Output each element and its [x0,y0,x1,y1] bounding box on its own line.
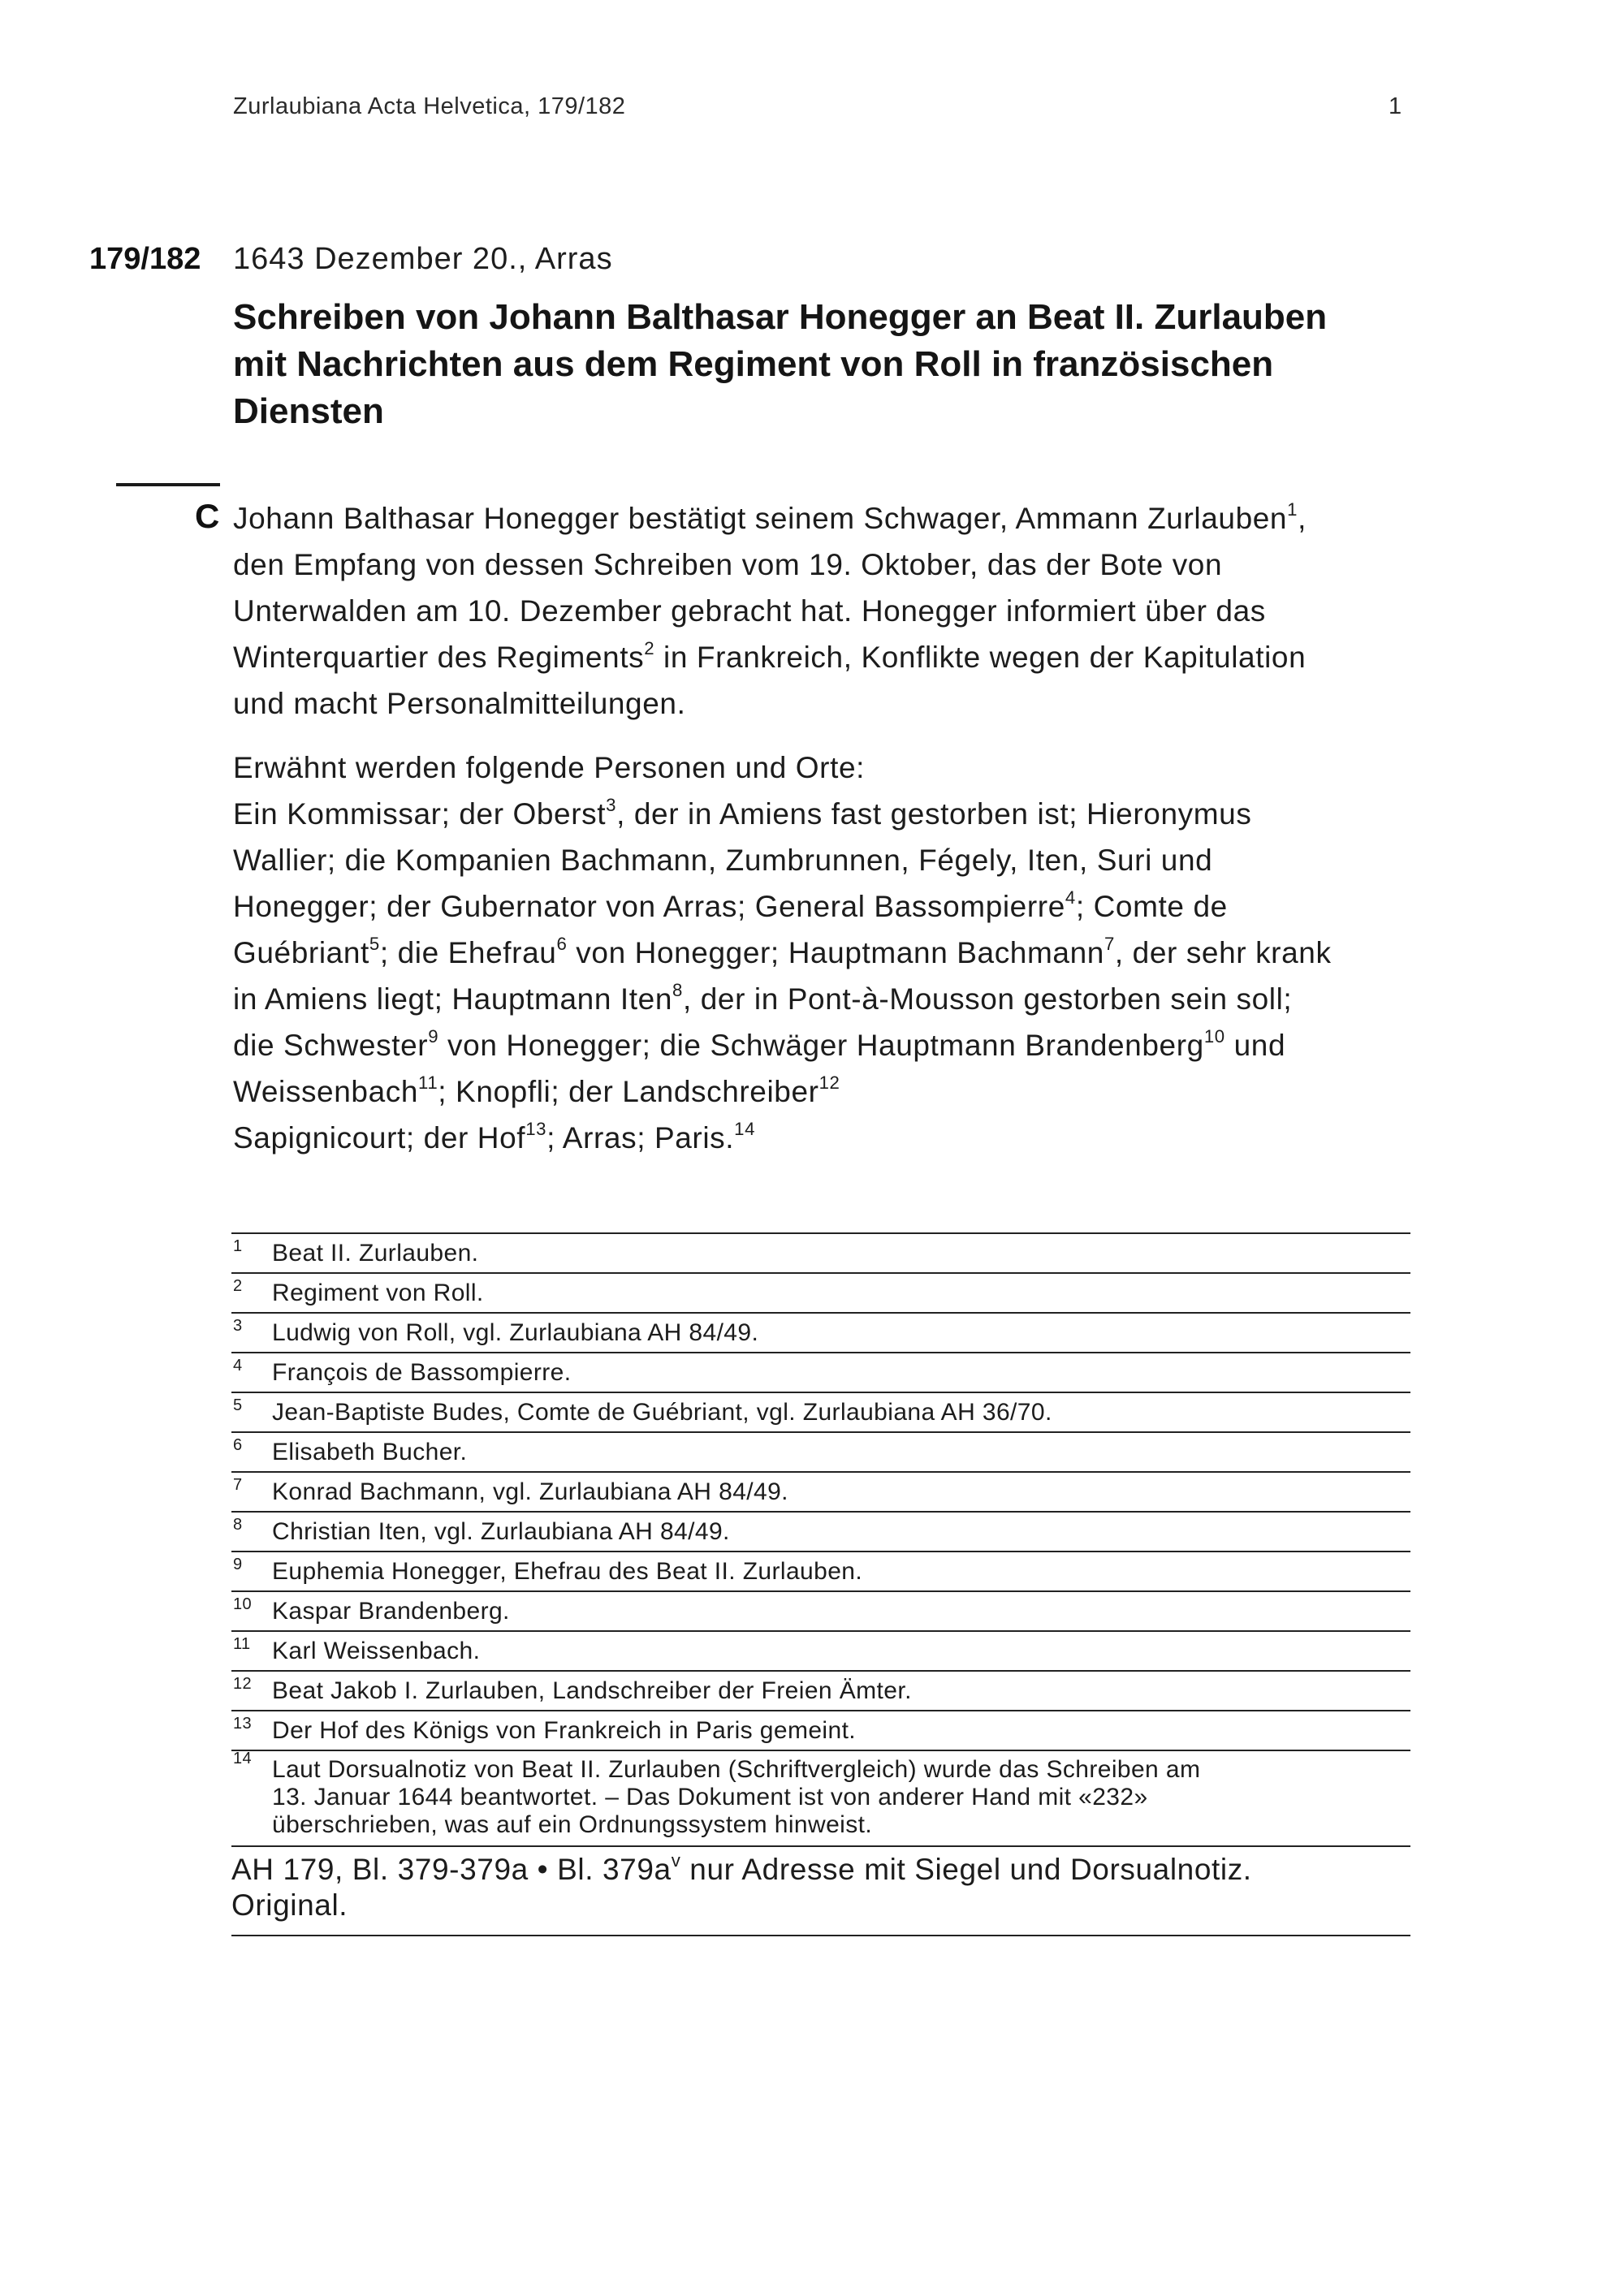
footnote-number: 8 [233,1516,243,1534]
text: ; die Ehefrau [379,936,557,969]
footnote-text-line: 13. Januar 1644 beantwortet. – Das Dokument ist von anderer Hand mit «232» [272,1784,1148,1810]
persons-line [233,1068,1410,1115]
footnote-text: Karl Weissenbach. [272,1638,481,1664]
footnote [231,1511,1410,1551]
footnote-text: Der Hof des Königs von Frankreich in Paris gemeint. [272,1717,857,1744]
footnote-number: 7 [233,1476,243,1494]
footnote-ref[interactable]: 4 [1065,887,1076,908]
footnote [231,1232,1410,1272]
section-marker: C [195,497,220,535]
footnote-ref[interactable]: 14 [734,1119,756,1140]
footnote-ref[interactable]: 8 [672,980,683,1001]
footnote-number: 4 [233,1357,243,1375]
persons-places-paragraph [233,744,1410,1161]
text: ; Knopfli; der Landschreiber [438,1075,819,1108]
footnote-text: Beat II. Zurlauben. [272,1240,479,1267]
text: Ein Kommissar; der Oberst [233,797,607,831]
running-title: Zurlaubiana Acta Helvetica, 179/182 [233,93,626,119]
text: AH 179, Bl. 379-379a • Bl. 379a [231,1853,672,1886]
text: Johann Balthasar Honegger bestätigt seinem Schwager, Ammann Zurlauben [233,502,1288,535]
footnote [231,1272,1410,1312]
footnote [231,1352,1410,1392]
text: die Schwester [233,1029,429,1062]
text: ; Arras; Paris. [546,1121,735,1154]
summary-paragraph [233,495,1410,727]
text: von Honegger; Hauptmann Bachmann [567,936,1104,969]
footnote-ref[interactable]: 10 [1203,1026,1225,1047]
footnote-number: 12 [233,1675,253,1693]
footnote [231,1312,1410,1352]
footnote-text-line: überschrieben, was auf ein Ordnungssystem hinweist. [272,1811,873,1838]
footnote-text: Christian Iten, vgl. Zurlaubiana AH 84/49. [272,1518,730,1545]
footnotes-apparatus [231,1232,1410,1936]
footnote-ref[interactable]: 1 [1287,499,1298,520]
footnote-number: 13 [233,1715,253,1733]
text: in Amiens liegt; Hauptmann Iten [233,982,673,1016]
persons-line [233,976,1410,1022]
footnote-text-line: Laut Dorsualnotiz von Beat II. Zurlauben (Schriftvergleich) wurde das Schreiben am [272,1756,1201,1783]
persons-line [233,1022,1410,1068]
verso-mark: v [671,1850,681,1871]
summary-line: Unterwalden am 10. Dezember gebracht hat. Honegger informiert über das [233,594,1266,628]
footnote-text: Euphemia Honegger, Ehefrau des Beat II. Zurlauben. [272,1558,863,1585]
footnote-ref[interactable]: 13 [525,1119,547,1140]
persons-line: Wallier; die Kompanien Bachmann, Zumbrunnen, Fégely, Iten, Suri und [233,844,1213,877]
footnote-ref[interactable]: 2 [644,638,655,659]
footnote-text: Elisabeth Bucher. [272,1439,468,1465]
footnote [231,1431,1410,1471]
text: in Frankreich, Konflikte wegen der Kapitulation [654,641,1307,674]
text: Honegger; der Gubernator von Arras; General Bassompierre [233,890,1065,923]
footnote-ref[interactable]: 6 [556,934,568,955]
document-title [233,294,1402,435]
footnote-text: Jean-Baptiste Budes, Comte de Guébriant, vgl. Zurlaubiana AH 36/70. [272,1399,1052,1426]
footnote [231,1551,1410,1590]
text: Weissenbach [233,1075,419,1108]
title-line: Diensten [233,391,384,431]
document-date-place: 1643 Dezember 20., Arras [233,242,613,276]
text: , [1298,502,1307,535]
text: Guébriant [233,936,369,969]
summary-line: und macht Personalmitteilungen. [233,687,686,720]
footnote-text: Regiment von Roll. [272,1280,484,1306]
source-line: Original. [231,1888,348,1922]
footnote-number: 3 [233,1317,243,1335]
summary-line [233,634,1410,680]
footnote-number: 5 [233,1396,243,1414]
footnote-ref[interactable]: 3 [606,795,617,816]
footnote-text: François de Bassompierre. [272,1359,572,1386]
document-number: 179/182 [89,242,201,276]
text: ; Comte de [1075,890,1228,923]
footnote [231,1630,1410,1670]
source-reference [231,1845,1410,1936]
footnote-ref[interactable]: 5 [369,934,380,955]
text: , der sehr krank [1114,936,1332,969]
section-rule [116,483,220,486]
footnote-number: 11 [233,1635,251,1653]
title-line: Schreiben von Johann Balthasar Honegger an Beat II. Zurlauben [233,297,1328,337]
summary-line [233,495,1410,542]
summary-line: den Empfang von dessen Schreiben vom 19. Oktober, das der Bote von [233,548,1223,581]
text: Sapignicourt; der Hof [233,1121,526,1154]
footnote-number: 14 [233,1750,253,1767]
footnote-ref[interactable]: 7 [1104,934,1115,955]
text: nur Adresse mit Siegel und Dorsualnotiz. [680,1853,1252,1886]
footnote-text: Konrad Bachmann, vgl. Zurlaubiana AH 84/49. [272,1478,788,1505]
footnote-text: Kaspar Brandenberg. [272,1598,510,1625]
footnote [231,1471,1410,1511]
footnote-number: 2 [233,1277,243,1295]
persons-heading: Erwähnt werden folgende Personen und Orte: [233,751,866,784]
footnote-ref[interactable]: 9 [428,1026,439,1047]
source-line [231,1852,1410,1888]
persons-line [233,883,1410,930]
footnote-text: Beat Jakob I. Zurlauben, Landschreiber der Freien Ämter. [272,1677,912,1704]
persons-line [233,791,1410,837]
title-line: mit Nachrichten aus dem Regiment von Roll in französischen [233,344,1274,384]
footnote [231,1710,1410,1750]
footnote-ref[interactable]: 12 [818,1072,840,1094]
footnote [231,1392,1410,1431]
footnote [231,1590,1410,1630]
page-number: 1 [1389,93,1402,119]
text: , der in Pont-à-Mousson gestorben sein soll; [682,982,1293,1016]
text: , der in Amiens fast gestorben ist; Hieronymus [616,797,1252,831]
footnote-number: 9 [233,1556,243,1573]
persons-line [233,930,1410,976]
footnote-number: 10 [233,1595,253,1613]
text: und [1224,1029,1286,1062]
footnote-number: 1 [233,1237,243,1255]
persons-line [233,1115,1410,1161]
footnote-number: 6 [233,1436,243,1454]
footnote-ref[interactable]: 11 [418,1072,438,1094]
text: Winterquartier des Regiments [233,641,645,674]
footnote [231,1750,1410,1845]
footnote-text: Ludwig von Roll, vgl. Zurlaubiana AH 84/49. [272,1319,759,1346]
text: von Honegger; die Schwäger Hauptmann Brandenberg [438,1029,1204,1062]
footnote [231,1670,1410,1710]
